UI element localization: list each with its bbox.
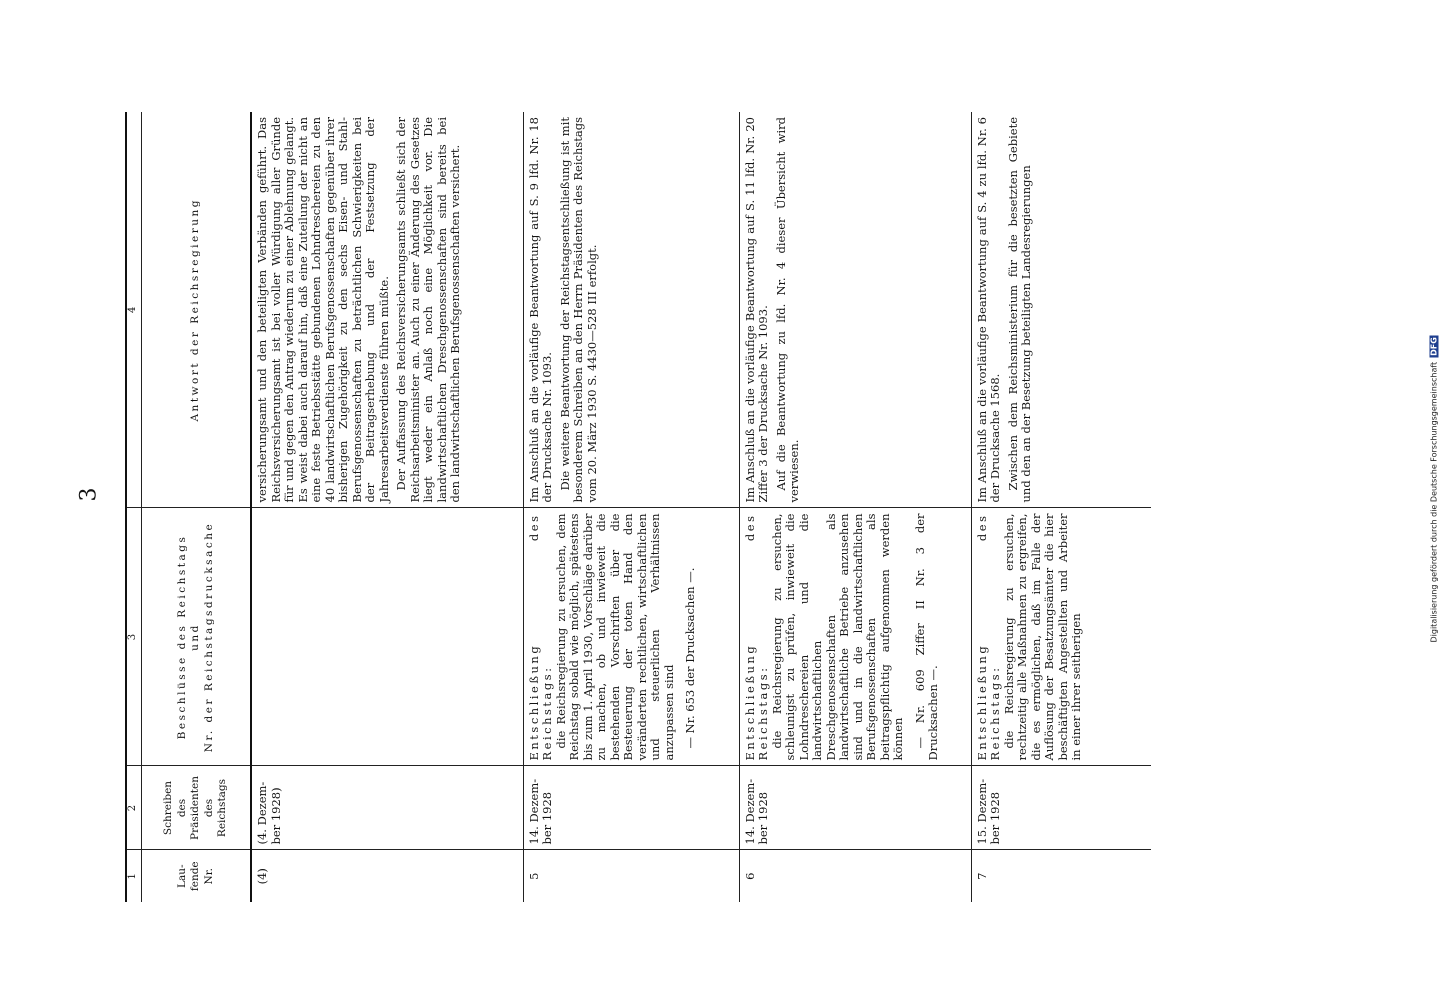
column-number-2: 2 [125, 766, 142, 850]
antwort-paragraph-1: versicherungsamt und den beteiligten Verbänden geführt. Das Reichsversicherungsamt ist bei voller Würdigung aller Gründe für und gegen den Antrag wiederum zu einer Ablehnung gelangt. Es weist dabei auch darauf hin, daß eine Zuteilung der nicht an eine feste Betriebsstätte gebundenen Lohndreschereien zu den 40 landwirtschaftlichen Berufsgenossenschaften gegenüber ihrer bisherigen Zugehörigkeit zu den sechs Eisen- und Stahl-Berufsgenossenschaften zu beträchtlichen Schwierigkeiten bei der Beitragserhebung und der Festsetzung der Jahresarbeitsverdienste führen müßte. [255, 117, 391, 503]
table-row [523, 112, 739, 902]
table-row [251, 112, 523, 902]
antwort-paragraph-2: Auf die Beantwortung zu lfd. Nr. 4 dieser Übersicht wird verwiesen. [773, 117, 801, 503]
row-date: 15. Dezem- ber 1928 [971, 766, 1151, 850]
rotated-table-container [125, 112, 1305, 902]
row-date: (4. Dezem- ber 1928) [251, 766, 523, 850]
row-date: 14. Dezem- ber 1928 [523, 766, 739, 850]
antwort-paragraph-1: Im Anschluß an die vorläufige Beantwortung auf S. 9 lfd. Nr. 18 der Drucksache Nr. 1093. [526, 117, 554, 503]
row-nr: (4) [251, 850, 523, 902]
beschluss-title: Entschließung des Reichstags: [526, 513, 554, 761]
row-nr: 7 [974, 872, 989, 880]
row-antwort [971, 112, 1151, 508]
header-laufende-nr: Lau- fende Nr. [142, 850, 252, 902]
page-number: 3 [76, 487, 102, 502]
funding-note-text: Digitalisierung gefördert durch die Deutsche Forschungsgemeinschaft [1429, 361, 1439, 643]
header-beschluesse [142, 508, 252, 766]
row-nr: 6 [739, 850, 971, 902]
row-beschluss [251, 508, 523, 766]
reichstag-table [125, 112, 1151, 902]
antwort-paragraph-1: Im Anschluß an die vorläufige Beantwortung auf S. 4 zu lfd. Nr. 6 der Drucksache 1568. [974, 117, 1002, 503]
antwort-paragraph-2: Die weitere Beantwortung der Reichstagsentschließung ist mit besonderem Schreiben an den Herrn Präsidenten des Reichstags vom 20. März 1930 S. 4430—528 III erfolgt. [557, 117, 599, 503]
beschluss-note: — Nr. 653 der Drucksachen —. [683, 567, 697, 749]
column-number-3: 3 [125, 508, 142, 766]
table-top-rule [125, 112, 127, 902]
beschluss-note: — Nr. 609 Ziffer II Nr. 3 der Drucksachen —. [912, 513, 940, 761]
header-schreiben: Schreiben des Präsidenten des Reichstags [142, 766, 252, 850]
antwort-paragraph-2: Der Auffassung des Reichsversicherungsamts schließt sich der Reichsarbeitsminister an. Auch zu einer Änderung des Gesetzes liegt weder ein Anlaß noch eine Möglichkeit vor. Die landwirtschaftlichen Dreschgenossenschaften sind bereits bei den landwirtschaftlichen Berufsgenossenschaften versichert. [394, 117, 462, 503]
dfg-logo: DFG [1429, 337, 1439, 356]
column-number-row [125, 112, 142, 902]
table-row [971, 112, 1151, 902]
row-date: 14. Dezem- ber 1928 [739, 766, 971, 850]
header-antwort: Antwort der Reichsregierung [142, 112, 252, 508]
row-antwort [251, 112, 523, 508]
antwort-paragraph-1: Im Anschluß an die vorläufige Beantwortung auf S. 11 lfd. Nr. 20 Ziffer 3 der Drucksache Nr. 1093. [742, 117, 770, 503]
beschluss-title: Entschließung des Reichstags: [742, 513, 770, 761]
header-row [142, 112, 252, 902]
column-number-4: 4 [125, 112, 142, 508]
document-table-area [125, 112, 1305, 902]
header-beschluesse-line2: und [189, 623, 202, 651]
header-beschluesse-line1: Beschlüsse des Reichstags [175, 534, 188, 740]
row-antwort [739, 112, 971, 508]
beschluss-text: die Reichsregierung zu ersuchen, dem Reichstag sobald wie möglich, spätestens bis zum 1. April 1930, Vorschläge darüber zu machen, ob und inwieweit die bestehenden Vorschriften über die Besteuerung der toten Hand den veränderten rechtlichen, wirtschaftlichen und steuerlichen Verhältnissen anzupassen sind [553, 513, 676, 761]
row-nr: 5 [523, 850, 739, 902]
header-beschluesse-line3: Nr. der Reichstagsdrucksache [202, 521, 215, 753]
row-beschluss [523, 508, 739, 766]
row-beschluss [971, 508, 1151, 766]
table-row [739, 112, 971, 902]
row-antwort [523, 112, 739, 508]
beschluss-text: die Reichsregierung zu ersuchen, rechtzeitig alle Maßnahmen zu ergreifen, die es ermöglichen, daß im Falle der Auflösung der Besatzungsämter die hier beschäftigten Angestellten und Arbeiter in einer ihrer seitherigen [1001, 513, 1083, 761]
beschluss-text: die Reichsregierung zu ersuchen, schleunigst zu prüfen, inwieweit die Lohndreschereien und die landwirtschaftlichen Dreschgenossenschaften als landwirtschaftliche Betriebe anzusehen sind und in die landwirtschaftlichen Berufsgenossenschaften als beitragspflichtig aufgenommen werden können [769, 513, 905, 761]
funding-note [1429, 337, 1439, 643]
beschluss-title: Entschließung des Reichstags: [974, 513, 1002, 761]
row-beschluss [739, 508, 971, 766]
antwort-paragraph-2: Zwischen dem Reichsministerium für die besetzten Gebiete und den an der Besetzung beteiligten Landesregierungen [1005, 117, 1033, 503]
column-number-1: 1 [125, 850, 142, 902]
